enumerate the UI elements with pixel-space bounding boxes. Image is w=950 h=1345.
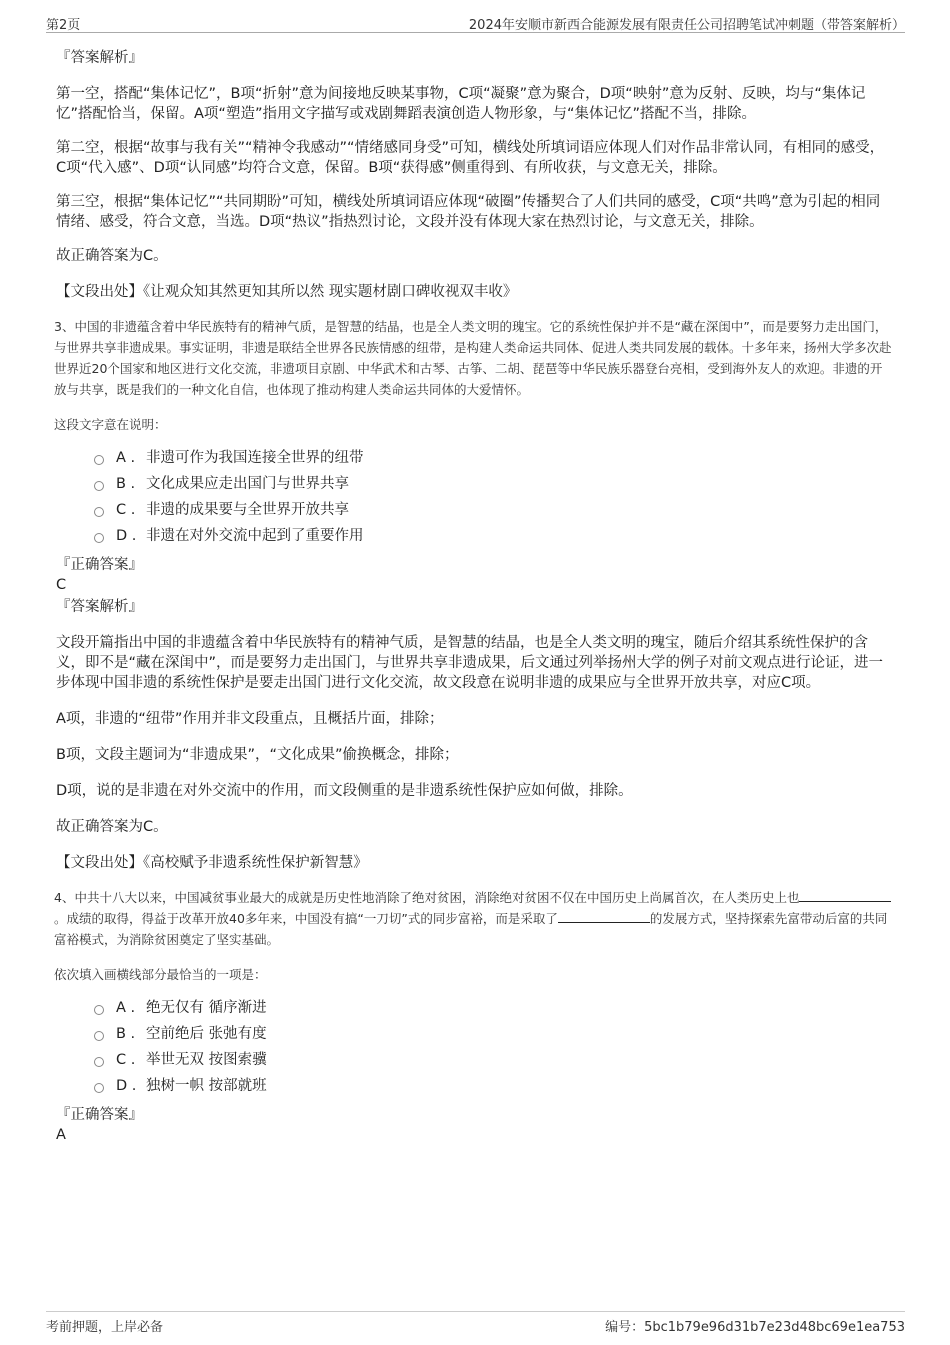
page-number: 第2页 [46,18,81,33]
answer-label: 『正确答案』 [56,1107,143,1123]
answer-label: 『正确答案』 [56,557,143,573]
radio-button[interactable] [94,1057,104,1067]
document-title: 2024年安顺市新西合能源发展有限责任公司招聘笔试冲刺题（带答案解析） [468,18,905,33]
analysis-label: 『答案解析』 [56,599,143,615]
radio-button[interactable] [94,533,104,543]
analysis-paragraph: D项，说的是非遗在对外交流中的作用，而文段侧重的是非遗系统性保护应如何做，排除。 [56,783,633,799]
question-prompt: 依次填入画横线部分最恰当的一项是： [54,967,267,982]
question-prompt: 这段文字意在说明： [54,417,167,432]
radio-button[interactable] [94,1031,104,1041]
option-c[interactable]: C . 非遗的成果要与全世界开放共享 [94,497,894,523]
passage-source: 【文段出处】《高校赋予非遗系统性保护新智慧》 [56,855,368,871]
analysis-conclusion: 故正确答案为C。 [56,819,168,835]
page-footer [46,1311,905,1335]
option-b[interactable]: B . 空前绝后 张弛有度 [94,1021,894,1047]
correct-answer: A [56,1127,66,1143]
analysis-paragraph: 第一空，搭配“集体记忆”，B项“折射”意为间接地反映某事物，C项“凝聚”意为聚合，D项“映射”意为反射、反映，均与“集体记忆”搭配恰当，保留。A项“塑造”指用文字描写或戏剧舞蹈表演创造人物形象，与“集体记忆”搭配不当，排除。 [56,86,866,122]
document-code: 编号：5bc1b79e96d31b7e23d48bc69e1ea753 [605,1320,905,1335]
analysis-paragraph: 第三空，根据“集体记忆”“共同期盼”可知，横线处所填词语应体现“破圈”传播契合了人们共同的感受，C项“共鸣”意为引起的相同情绪、感受，符合文意，当选。D项“热议”指热烈讨论，文段并没有体现大家在热烈讨论，与文意无关，排除。 [56,194,881,230]
analysis-paragraph: 文段开篇指出中国的非遗蕴含着中华民族特有的精神气质，是智慧的结晶，也是全人类文明的瑰宝，随后介绍其系统性保护的含义，即不是“藏在深闺中”，而是要努力走出国门，与世界共享非遗成果，后文通过列举扬州大学的例子对前文观点进行论证，进一步体现中国非遗的系统性保护是要走出国门进行文化交流，故文段意在说明非遗的成果应与全世界开放共享，对应C项。 [56,635,884,691]
radio-button[interactable] [94,481,104,491]
option-list [94,995,894,1099]
analysis-conclusion: 故正确答案为C。 [56,248,168,264]
question-stem: 3、中国的非遗蕴含着中华民族特有的精神气质，是智慧的结晶，也是全人类文明的瑰宝。它的系统性保护并不是“藏在深闺中”，而是要努力走出国门，与世界共享非遗成果。事实证明，非遗是联结全世界各民族情感的纽带，是构建人类命运共同体、促进人类共同发展的载体。十多年来，扬州大学多次赴世界近20个国家和地区进行文化交流，非遗项目京剧、中华武术和古琴、古筝、二胡、琵琶等中华民族乐器登台亮相，受到海外友人的欢迎。非遗的开放与共享，既是我们的一种文化自信，也体现了推动构建人类命运共同体的大爱情怀。 [54,319,892,397]
option-d[interactable]: D . 非遗在对外交流中起到了重要作用 [94,523,894,549]
option-a[interactable]: A . 非遗可作为我国连接全世界的纽带 [94,445,894,471]
passage-source: 【文段出处】《让观众知其然更知其所以然 现实题材剧口碑收视双丰收》 [56,284,518,300]
analysis-paragraph: A项，非遗的“纽带”作用并非文段重点，且概括片面，排除； [56,711,444,727]
analysis-paragraph: B项，文段主题词为“非遗成果”，“文化成果”偷换概念，排除； [56,747,459,763]
footer-slogan: 考前押题，上岸必备 [46,1320,164,1335]
option-c[interactable]: C . 举世无双 按图索骥 [94,1047,894,1073]
page-header [46,12,905,33]
page-content [56,46,894,1145]
question-stem: 4、中共十八大以来，中国减贫事业最大的成就是历史性地消除了绝对贫困，消除绝对贫困不仅在中国历史上尚属首次，在人类历史上也。成绩的取得，得益于改革开放40多年来，中国没有搞“一刀切”式的同步富裕，而是采取了 的发展方式，坚持探索先富带动后富的共同富裕模式，为消除贫困奠定了坚实基础。 [54,887,894,950]
radio-button[interactable] [94,455,104,465]
radio-button[interactable] [94,507,104,517]
analysis-paragraph: 第二空，根据“故事与我有关”“精神令我感动”“情绪感同身受”可知，横线处所填词语应体现人们对作品非常认同，有相同的感受，C项“代入感”、D项“认同感”均符合文意，保留。B项“获得感”侧重得到、有所收获，与文意无关，排除。 [56,140,885,176]
correct-answer: C [56,577,67,593]
fill-blank [799,889,891,902]
fill-blank [558,910,650,923]
option-d[interactable]: D . 独树一帜 按部就班 [94,1073,894,1099]
option-b[interactable]: B . 文化成果应走出国门与世界共享 [94,471,894,497]
option-list [94,445,894,549]
analysis-label: 『答案解析』 [56,50,143,66]
radio-button[interactable] [94,1005,104,1015]
option-a[interactable]: A . 绝无仅有 循序渐进 [94,995,894,1021]
radio-button[interactable] [94,1083,104,1093]
